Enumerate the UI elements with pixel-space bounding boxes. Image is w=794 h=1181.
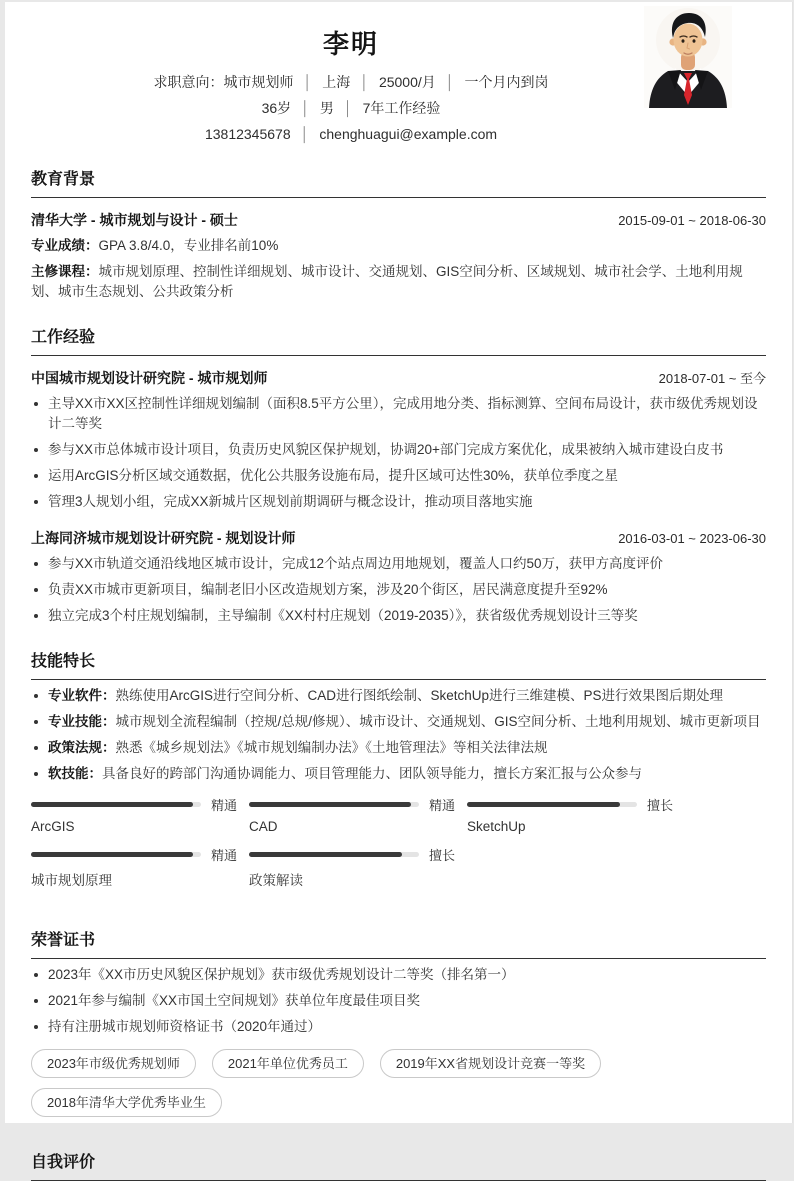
skill-level: 精通	[429, 797, 456, 813]
section-title: 教育背景	[31, 166, 766, 198]
education-date: 2015-09-01 ~ 2018-06-30	[618, 213, 766, 228]
honor-tag: 2019年XX省规划设计竞赛一等奖	[380, 1049, 601, 1078]
job-bullet: 负责XX市城市更新项目，编制老旧小区改造规划方案，涉及20个街区，居民满意度提升至92%	[31, 580, 766, 600]
separator: │	[445, 74, 455, 90]
job-bullet: 主导XX市XX区控制性详细规划编制（面积8.5平方公里），完成用地分类、指标测算、空间布局设计，获市级优秀规划设计二等奖	[31, 394, 766, 434]
skill-level: 精通	[211, 847, 238, 863]
job-bullet: 独立完成3个村庄规划编制，主导编制《XX村村庄规划（2019-2035）》，获省级优秀规划设计三等奖	[31, 606, 766, 626]
skill-label: 专业软件：	[48, 688, 116, 703]
skill-level: 擅长	[429, 847, 456, 863]
separator: │	[301, 100, 310, 116]
honor-tag: 2018年清华大学优秀毕业生	[31, 1088, 222, 1117]
row-label: 主修课程：	[31, 264, 99, 279]
job-date: 2016-03-01 ~ 2023-06-30	[618, 531, 766, 546]
resume-header	[31, 2, 766, 144]
separator: │	[300, 126, 310, 142]
separator: │	[360, 74, 369, 90]
header-text-block	[31, 24, 671, 144]
skill-text: 具备良好的跨部门沟通协调能力、项目管理能力、团队领导能力，擅长方案汇报与公众参与	[102, 766, 642, 781]
skill-text: 熟练使用ArcGIS进行空间分析、CAD进行图纸绘制、SketchUp进行三维建模、PS进行效果图后期处理	[115, 688, 724, 703]
skill-bar	[249, 797, 467, 834]
separator: │	[343, 100, 353, 116]
meta-item: 25000/月	[378, 74, 436, 90]
section-skills	[31, 648, 766, 905]
section-title: 自我评价	[31, 1149, 766, 1181]
section-honors	[31, 927, 766, 1127]
skill-bullet	[31, 686, 766, 706]
section-title: 荣誉证书	[31, 927, 766, 959]
skill-bar-name: SketchUp	[467, 819, 526, 834]
job-entry-head	[31, 528, 766, 548]
skill-bar-fill	[31, 802, 193, 807]
email-address: chenghuagui@example.com	[319, 126, 498, 142]
skill-bar	[31, 847, 249, 889]
skill-bar-fill	[467, 802, 620, 807]
skill-bullet	[31, 712, 766, 732]
meta-item: 城市规划师	[223, 74, 294, 90]
skill-bar-track	[31, 802, 201, 807]
skill-bar-track	[467, 802, 637, 807]
job-intent-line	[31, 73, 671, 92]
honor-tags	[31, 1049, 766, 1127]
skill-bar-name: CAD	[249, 819, 278, 834]
meta-item: 上海	[322, 74, 351, 90]
resume-page	[5, 2, 793, 1171]
skill-bar	[467, 797, 685, 834]
skill-bar-track	[31, 852, 201, 857]
row-label: 专业成绩：	[31, 238, 99, 253]
skill-bullet	[31, 764, 766, 784]
meta-item: 男	[319, 100, 334, 116]
job-bullet-list	[31, 554, 766, 626]
skill-level: 擅长	[647, 797, 674, 813]
skill-bar-name: 政策解读	[249, 873, 303, 888]
honor-tag: 2023年市级优秀规划师	[31, 1049, 196, 1078]
skill-bar-name: ArcGIS	[31, 819, 75, 834]
honor-bullet: 2021年参与编制《XX市国土空间规划》获单位年度最佳项目奖	[31, 991, 766, 1011]
skill-bar-track	[249, 852, 419, 857]
skill-bar-fill	[249, 802, 411, 807]
education-entry-head	[31, 210, 766, 230]
skill-bar-name: 城市规划原理	[31, 873, 112, 888]
profile-photo	[644, 6, 732, 108]
separator: │	[303, 74, 313, 90]
section-title: 技能特长	[31, 648, 766, 680]
skill-bar-fill	[31, 852, 193, 857]
honor-bullet-list	[31, 965, 766, 1037]
meta-item: 36岁	[261, 100, 292, 116]
skill-bullet	[31, 738, 766, 758]
skill-bar-fill	[249, 852, 402, 857]
phone-number: 13812345678	[204, 126, 291, 142]
section-education	[31, 166, 766, 302]
skill-level: 精通	[211, 797, 238, 813]
row-text: 城市规划原理、控制性详细规划、城市设计、交通规划、GIS空间分析、区域规划、城市社会学、土地利用规划、城市生态规划、公共政策分析	[31, 264, 743, 299]
section-title: 工作经验	[31, 324, 766, 356]
candidate-name: 李明	[322, 29, 379, 59]
skill-bar	[31, 797, 249, 834]
job-bullet: 参与XX市总体城市设计项目，负责历史风貌区保护规划，协调20+部门完成方案优化，成果被纳入城市建设白皮书	[31, 440, 766, 460]
job-bullet: 管理3人规划小组，完成XX新城片区规划前期调研与概念设计，推动项目落地实施	[31, 492, 766, 512]
meta-item: 7年工作经验	[362, 100, 441, 116]
skill-text: 城市规划全流程编制（控规/总规/修规）、城市设计、交通规划、GIS空间分析、土地利用规划、城市更新项目	[115, 714, 761, 729]
job-bullet: 参与XX市轨道交通沿线地区城市设计，完成12个站点周边用地规划，覆盖人口约50万，获甲方高度评价	[31, 554, 766, 574]
honor-tag: 2021年单位优秀员工	[212, 1049, 364, 1078]
skill-bar	[249, 847, 467, 889]
school-name: 清华大学 - 城市规划与设计 - 硕士	[31, 212, 238, 228]
section-work	[31, 324, 766, 626]
job-bullet: 运用ArcGIS分析区域交通数据，优化公共服务设施布局，提升区域可达性30%，获单位季度之星	[31, 466, 766, 486]
job-intent-label: 求职意向：	[153, 74, 224, 90]
education-row	[31, 262, 766, 302]
meta-item: 一个月内到岗	[464, 74, 549, 90]
basic-info-line	[31, 99, 671, 118]
job-date: 2018-07-01 ~ 至今	[658, 371, 766, 386]
honor-bullet: 持有注册城市规划师资格证书（2020年通过）	[31, 1017, 766, 1037]
skill-text: 熟悉《城乡规划法》《城市规划编制办法》《土地管理法》等相关法律法规	[115, 740, 548, 755]
contact-line	[31, 125, 671, 144]
skill-label: 软技能：	[48, 766, 102, 781]
company-name: 中国城市规划设计研究院 - 城市规划师	[31, 370, 268, 386]
section-self-evaluation	[31, 1149, 766, 1181]
row-text: GPA 3.8/4.0，专业排名前10%	[98, 238, 279, 253]
education-row	[31, 236, 766, 256]
job-bullet-list	[31, 394, 766, 512]
portrait-illustration	[644, 6, 732, 108]
honor-bullet: 2023年《XX市历史风貌区保护规划》获市级优秀规划设计二等奖（排名第一）	[31, 965, 766, 985]
company-name: 上海同济城市规划设计研究院 - 规划设计师	[31, 530, 296, 546]
skill-bullet-list	[31, 686, 766, 784]
job-entry-head	[31, 368, 766, 388]
skill-bar-track	[249, 802, 419, 807]
skill-label: 专业技能：	[48, 714, 116, 729]
skill-bars-grid	[31, 797, 766, 905]
skill-label: 政策法规：	[48, 740, 116, 755]
